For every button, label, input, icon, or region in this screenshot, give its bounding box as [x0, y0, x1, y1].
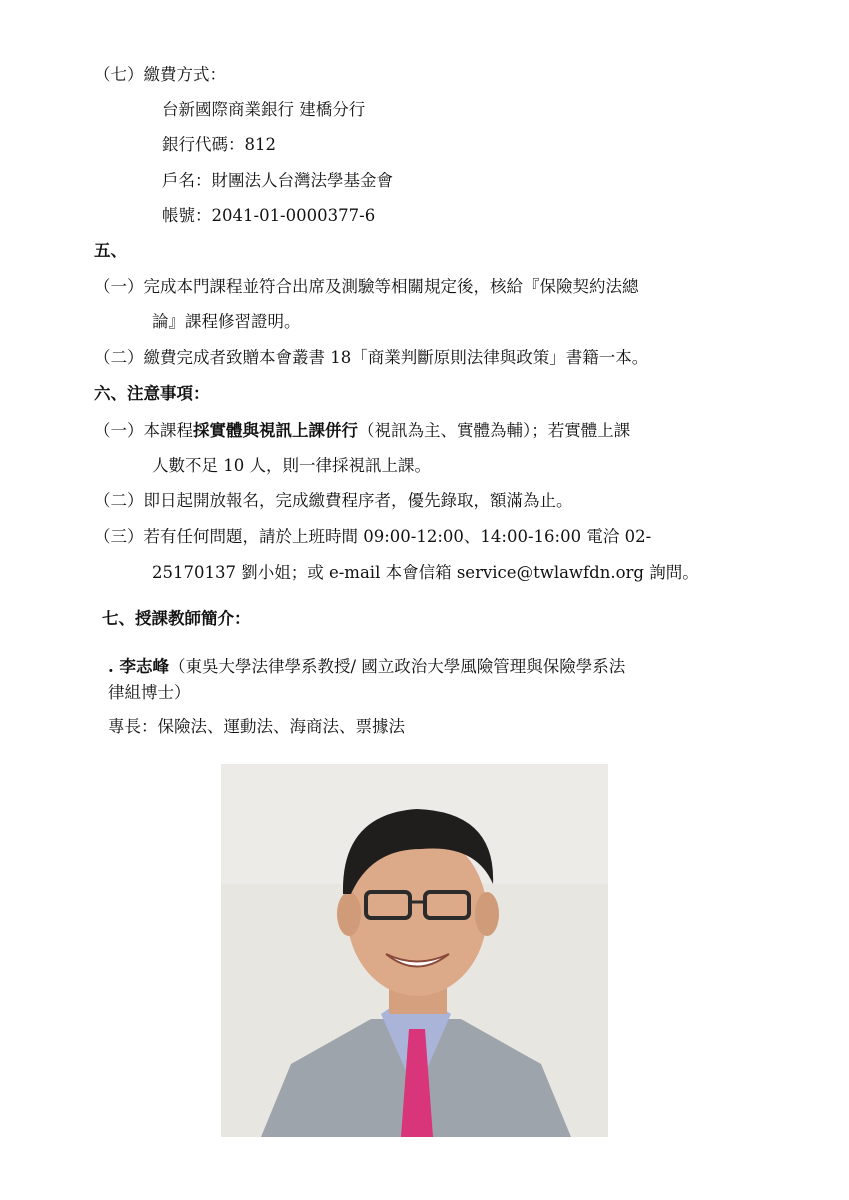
section-6-heading: 六、注意事項： [94, 384, 210, 403]
item-1-prefix: （一）本課程 [94, 421, 193, 440]
section-5-item-1-cont: 論』課程修習證明。 [152, 312, 301, 331]
section-6-item-1-cont: 人數不足 10 人，則一律採視訊上課。 [152, 456, 431, 475]
teacher-expertise: 專長：保險法、運動法、海商法、票據法 [108, 717, 405, 736]
bank-name: 台新國際商業銀行 建橋分行 [162, 100, 366, 119]
section-7-heading: 七、授課教師簡介： [102, 609, 251, 628]
payment-heading: （七）繳費方式： [94, 65, 226, 84]
section-6-item-1 [94, 420, 630, 442]
item-1-suffix: （視訊為主、實體為輔）；若實體上課 [358, 421, 631, 440]
teacher-intro [108, 656, 625, 678]
account-name: 戶名：財團法人台灣法學基金會 [162, 171, 393, 190]
teacher-name: . 李志峰 [108, 657, 169, 676]
section-6-item-3: （三）若有任何問題，請於上班時間 09:00-12:00、14:00-16:00 電洽 02- [94, 527, 652, 546]
teacher-title: （東吳大學法律學系教授/ 國立政治大學風險管理與保險學系法 [169, 657, 626, 676]
section-5-item-2: （二）繳費完成者致贈本會叢書 18「商業判斷原則法律與政策」書籍一本。 [94, 348, 649, 367]
teacher-photo [221, 764, 608, 1137]
section-6-item-2: （二）即日起開放報名，完成繳費程序者，優先錄取，額滿為止。 [94, 491, 573, 510]
section-6-item-3-cont: 25170137 劉小姐；或 e-mail 本會信箱 service@twlawfdn.org 詢問。 [152, 563, 699, 582]
teacher-title-cont: 律組博士） [108, 683, 191, 702]
section-5-item-1: （一）完成本門課程並符合出席及測驗等相關規定後，核給『保險契約法總 [94, 277, 639, 296]
bank-code: 銀行代碼：812 [162, 135, 276, 154]
item-1-emphasis: 採實體與視訊上課併行 [193, 421, 358, 440]
account-number: 帳號：2041-01-0000377-6 [162, 206, 376, 225]
section-5-heading: 五、 [94, 241, 127, 260]
